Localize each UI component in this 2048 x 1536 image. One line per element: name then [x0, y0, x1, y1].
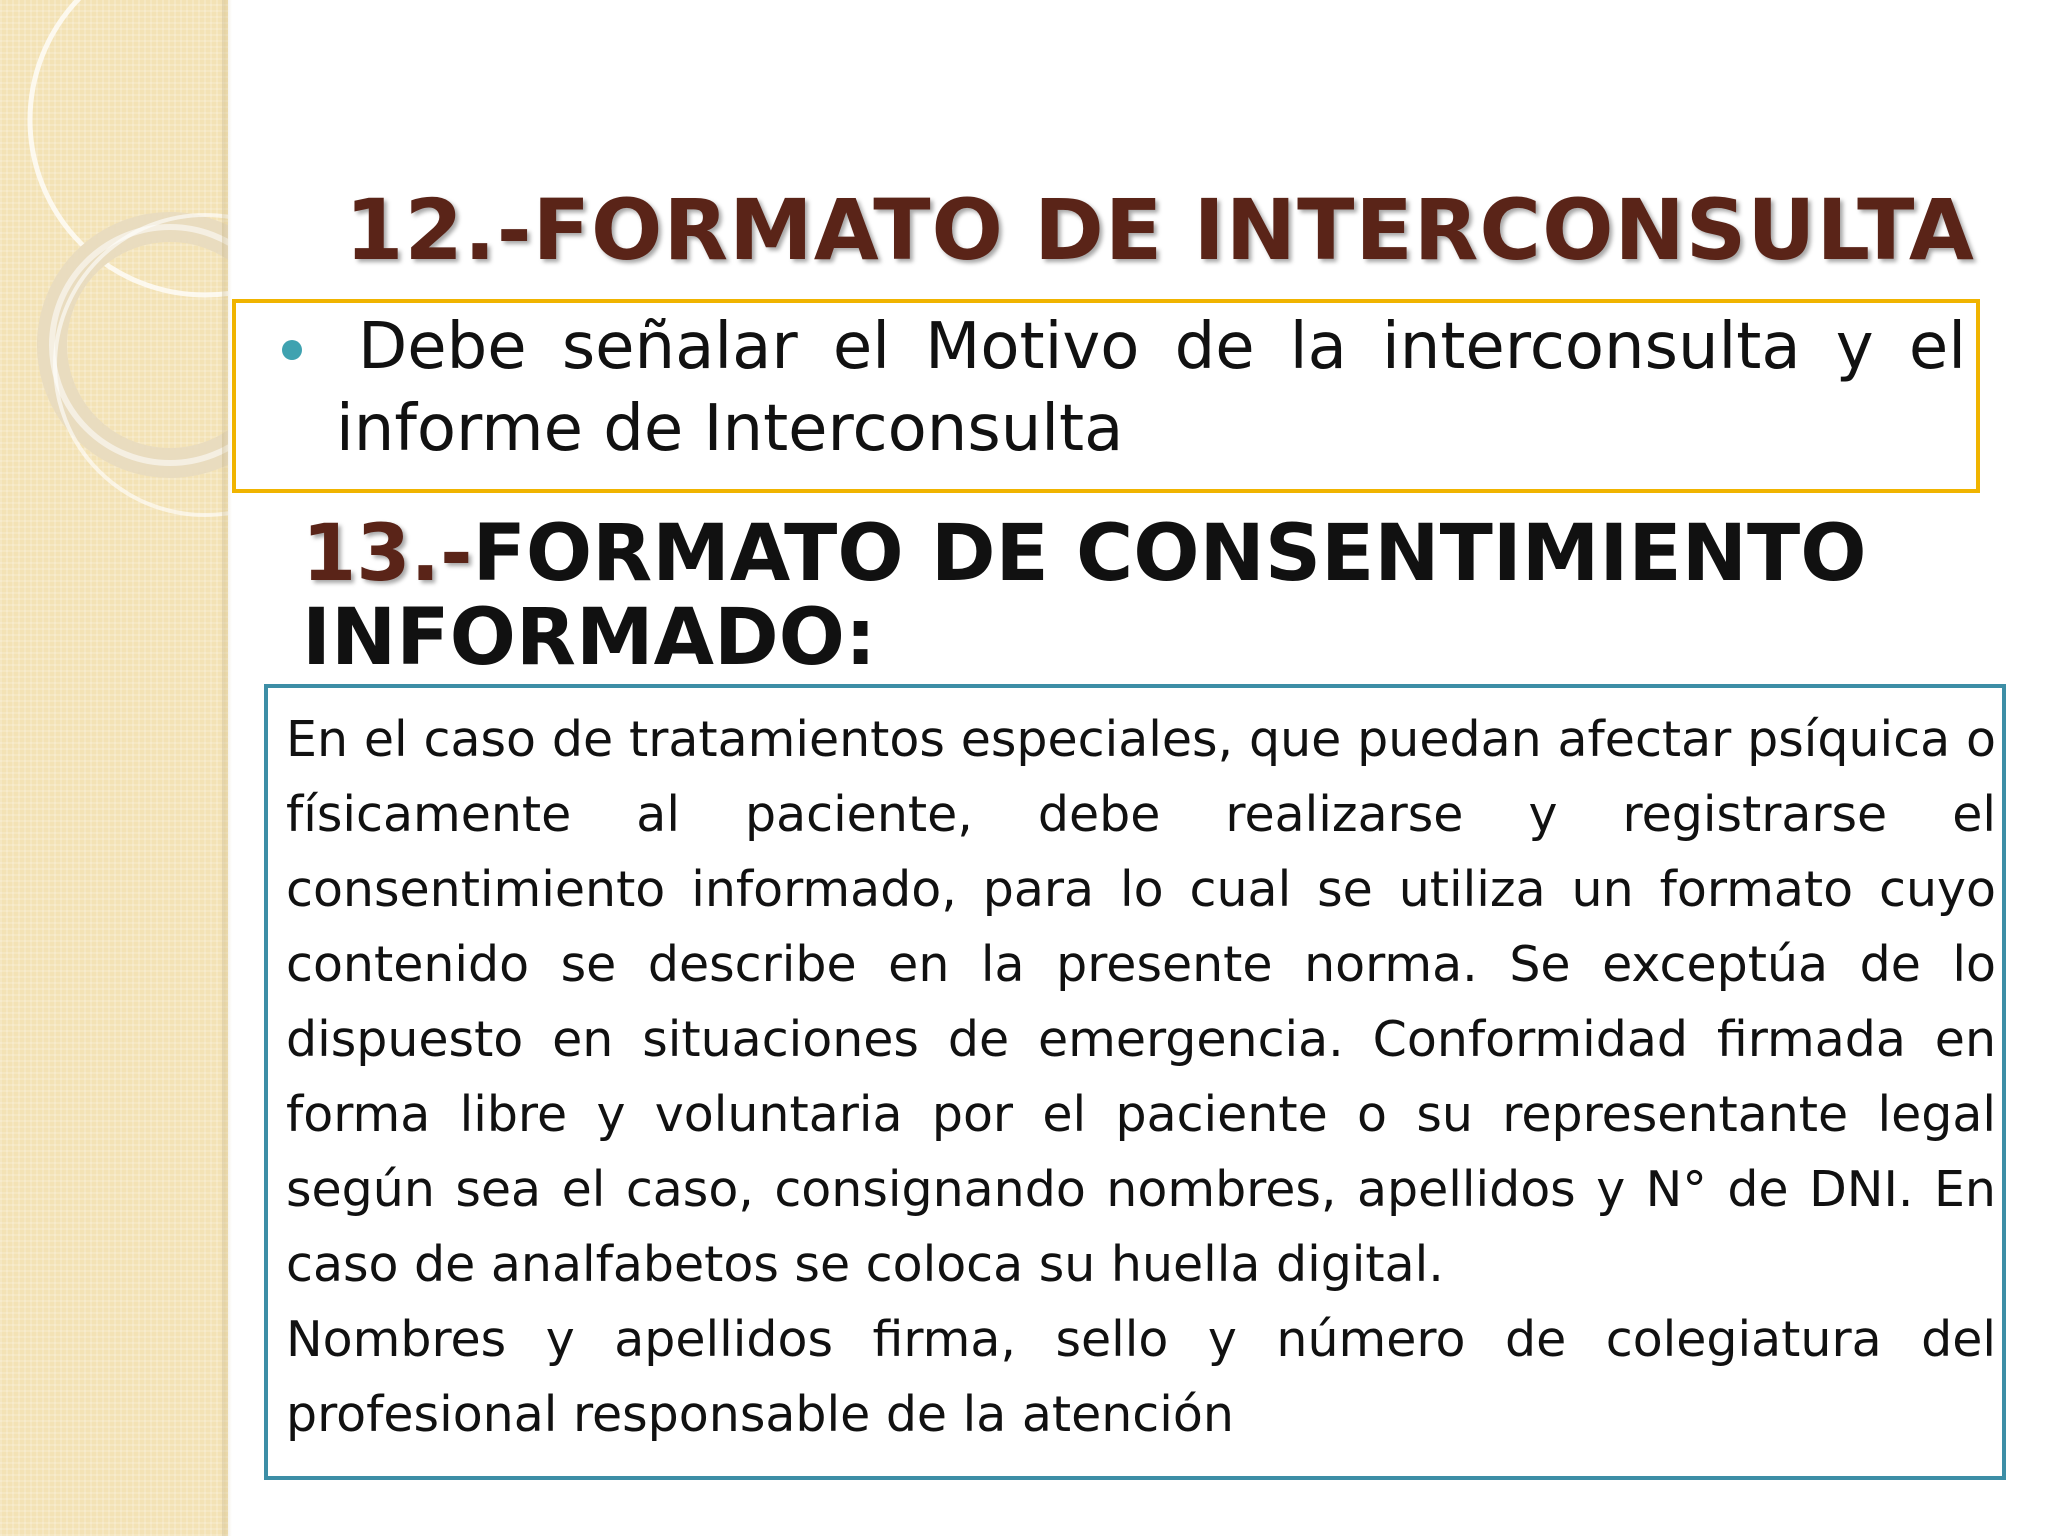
decorative-side-band [0, 0, 228, 1536]
section-13-title-text: FORMATO DE CONSENTIMIENTO INFORMADO: [302, 509, 1867, 683]
band-shadow [222, 0, 232, 1536]
section-12-title: 12.-FORMATO DE INTERCONSULTA [345, 181, 1975, 279]
section-13-paragraph-1: En el caso de tratamientos especiales, que puedan afectar psíquica o físicamente al paciente, debe realizarse y registrarse el consentimiento informado, para lo cual se utiliza un formato cuyo contenido se describe en la presente norma. Se exceptúa de lo dispuesto en situaciones de emergencia. Conformidad firmada en forma libre y voluntaria por el paciente o su representante legal según sea el caso, consignando nombres, apellidos y N° de DNI. En caso de analfabetos se coloca su huella digital. [286, 711, 1996, 1293]
section-13-title [302, 509, 2002, 683]
section-13-number: 13.- [302, 509, 473, 599]
section-13-body [286, 702, 1996, 1452]
decorative-rings [0, 0, 228, 520]
bullet-dot-icon [282, 340, 302, 360]
section-13-paragraph-2: Nombres y apellidos firma, sello y número de colegiatura del profesional responsable de la atención [286, 1311, 1996, 1443]
section-12-bullet-text: Debe señalar el Motivo de la interconsulta y el informe de Interconsulta [336, 310, 1966, 466]
